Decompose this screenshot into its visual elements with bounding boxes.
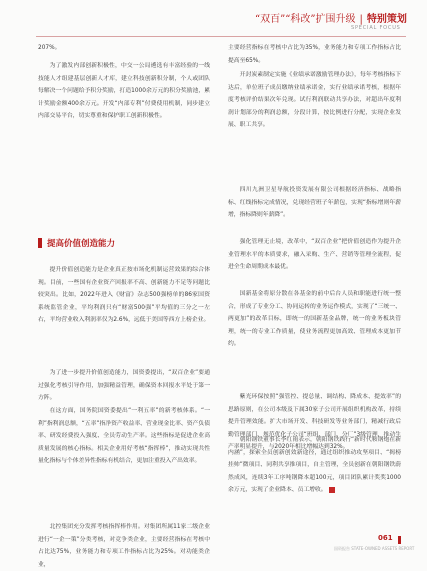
right-paragraph-3: 四川九洲卫星导航投资发展有限公司根据经济指标、战略指标、红线指标完成情况，兑现经营班子年薪包，实现“指标增则年薪增，指标降则年薪降”。 — [228, 187, 401, 219]
section-heading-text: 提高价值创造能力 — [47, 239, 116, 249]
right-paragraph-1: 主要经营指标在考核中占比为35%，业务能力和专项工作指标占比提高至65%。 — [228, 45, 401, 64]
right-paragraph-7-text: 朝阳钢铁董事长李红雨表示，朝阳钢铁践行“新时代鞍钢炮在新内涵”，探索全员创新创效新途径，通过组织推动攻坚项目、“揭榜挂帅”微项目、同利共享推项目，自主管理，全员创新在朝阳钢铁蔚然成风，连续3年工序吨钢降本超100元，项目团队累计奖奖1000余万元，实现了企业降本、员工增收。 — [228, 437, 401, 494]
right-paragraph-7 — [228, 434, 401, 548]
page-number-bar — [398, 536, 401, 544]
header-title — [255, 10, 407, 25]
left-paragraph-3: 提升价值创造能力是企业真正按市场化机制运营效果的综合体现。目前，一些国有企业资产回报率不高、创新能力不足等问题比较突出。比如，2022年进入《财富》杂志500强榜单的86家国资系统监管企业，平均利润只有“财富500强”平均值的三分之一左右，平均营业收入利润率仅为2.6%，远低于美国等西方上榜企业。 — [38, 267, 210, 324]
header-subtitle: SPECIAL FOCUS — [351, 25, 401, 31]
left-paragraph-5: 在这方面，国务院国资委提出“一利五率”的新考核体系。“一利”指利润总额，“五率”指净资产收益率、营业现金比率、资产负债率、研发经费投入强度、全员劳动生产率。这些指标是促进企业高质量发展的核心指标。相关企业用好考核“指挥棒”，推动实现共性量化指标与个体差异性指标有机结合，更加注重投入产出效率。 — [38, 408, 210, 465]
header-separator: | — [359, 14, 363, 25]
header-divider — [36, 36, 406, 37]
series-title: “双百”“科改”扩围升级 — [255, 14, 356, 25]
right-paragraph-6: 紫光环保按照“强管控、提总量、调结构、降成本、提效率”的思路原则，在公司本级及下属30家子公司开展组织机构改革，持续提升管理效能。扩大市场开发、科技研发等业务部门，精减行政后勤管理部门，规范优化子公司“班组、部门、分厂”3级管理，推动生产率明显提升，与2020年相比增幅达到32%。 — [228, 394, 401, 451]
section-heading — [38, 236, 210, 250]
right-paragraph-2: 开封炭素制定实施《业绩承诺激励管理办法》，每年考核指标下达后，单位班子成员缴纳业绩承诺金，实行业绩承诺考核，根据年度考核评价结果次年兑现。试行利润联动共享办法，对超出年度利润计划部分的利润总额，分段计算，按比例进行分配，实现企业发展、职工共享。 — [228, 72, 401, 129]
right-paragraph-5: 国新基金将原分散在各基金的前中后台人员和职能进行统一整合，形成了专业分工、协同运转的业务运作模式，实现了“三统一、两更加”的改革目标，即统一的国新基金品牌，统一的业务板块管理，统一的专业工作质量，使业务流程更加高效、管理成本更加节约。 — [228, 291, 401, 348]
left-paragraph-1: 207%。 — [38, 45, 61, 51]
end-mark-icon — [329, 487, 335, 493]
section-name: 特别策划 — [366, 14, 407, 25]
page-number: 061 — [378, 534, 393, 542]
footer-tag: 国资报告 STATE-OWNED ASSETS REPORT — [334, 546, 415, 551]
right-paragraph-4: 强化管理无止境，改革中，“双百企业”把价值创造作为提升企业管理水平的本质要求，融入采购、生产、营销等管理全流程，促进全生命周期成本最优。 — [228, 239, 401, 271]
left-paragraph-4: 为了进一步提升价值创造能力，国资委提出，“双百企业”要通过强化考核引导作用，加强精益管理，确保资本回报水平处于第一方阵。 — [38, 370, 210, 402]
left-paragraph-6: 北控集团充分发挥考核指挥棒作用。对集团所属11家二级企业进行“一企一策”分类考核，对竞争类企业，主要经营指标在考核中占比达75%，业务能力和专项工作指标占比为25%。对功能类企业， — [38, 524, 210, 568]
left-paragraph-2: 为了激发内部创新积极性，中交一公局遴选有丰富经验的一线技能人才组建基层创新人才库，建立科技创新积分制，个人或团队每解决一个问题给予积分奖励，打造1000余万元的积分奖励池，累计奖励金额400余万元。开发“内部专利”付费使用机制，同步建立内部交易平台，切实尊重和保护职工创新积极性。 — [38, 63, 210, 120]
section-marker-icon — [38, 238, 42, 248]
